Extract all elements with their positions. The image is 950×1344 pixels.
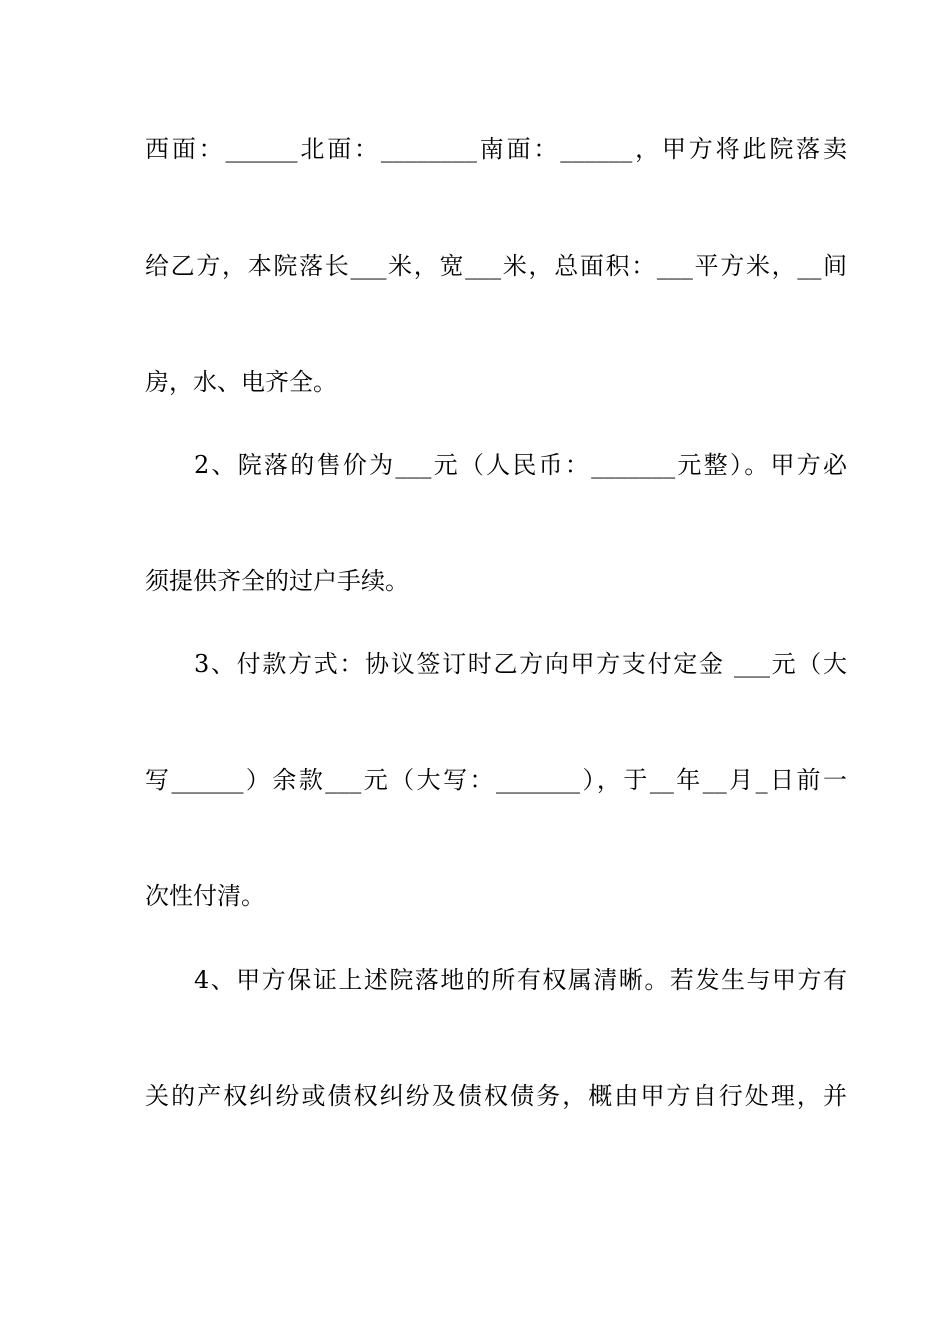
clause-2-line: 2、院落的售价为___元（人民币：_______元整）。甲方必 [194, 451, 847, 479]
text-line: 房，水、电齐全。 [145, 368, 337, 396]
text-line: 给乙方，本院落长___米，宽___米，总面积：___平方米，__间 [145, 252, 847, 280]
clause-4-line: 4、甲方保证上述院落地的所有权属清晰。若发生与甲方有 [194, 966, 847, 994]
text-line: 次性付清。 [145, 882, 265, 910]
text-line: 须提供齐全的过户手续。 [145, 567, 409, 595]
clause-3-line: 3、付款方式：协议签订时乙方向甲方支付定金 ___元（大 [194, 650, 847, 678]
text-line: 写______）余款___元（大写：_______），于__年__月_日前一 [145, 766, 847, 794]
text-line: 西面：______北面：________南面：______，甲方将此院落卖 [145, 135, 847, 163]
text-line: 关的产权纠纷或债权纠纷及债权债务，概由甲方自行处理，并 [145, 1082, 847, 1110]
